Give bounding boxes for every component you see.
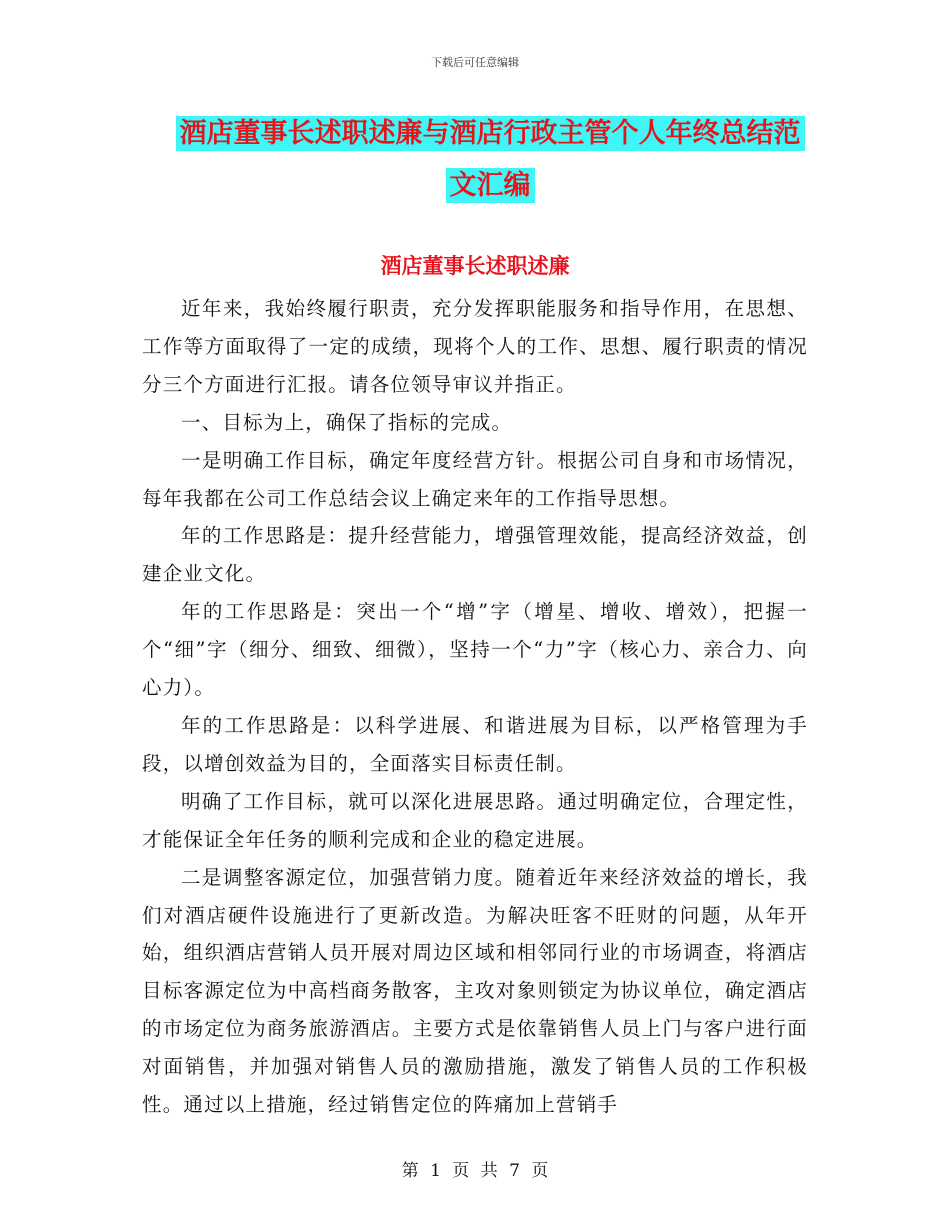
paragraph: 明确了工作目标，就可以深化进展思路。通过明确定位，合理定性，才能保证全年任务的顺利完成和企业的稳定进展。: [142, 789, 808, 851]
body-text: [142, 290, 808, 1124]
paragraph: 年的工作思路是：以科学进展、和谐进展为目标，以严格管理为手段，以增创效益为目的，全面落实目标责任制。: [142, 713, 808, 775]
section-title: 酒店董事长述职述廉: [380, 253, 570, 278]
document-title-line-1: 酒店董事长述职述廉与酒店行政主管个人年终总结范: [176, 116, 805, 151]
paragraph: 一、目标为上，确保了指标的完成。: [181, 410, 513, 434]
paragraph: 近年来，我始终履行职责，充分发挥职能服务和指导作用，在思想、工作等方面取得了一定的成绩，现将个人的工作、思想、履行职责的情况分三个方面进行汇报。请各位领导审议并指正。: [142, 297, 808, 396]
paragraph: 一是明确工作目标，确定年度经营方针。根据公司自身和市场情况，每年我都在公司工作总结会议上确定来年的工作指导思想。: [142, 448, 808, 510]
paragraph: 二是调整客源定位，加强营销力度。随着近年来经济效益的增长，我们对酒店硬件设施进行了更新改造。为解决旺客不旺财的问题，从年开始，组织酒店营销人员开展对周边区域和相邻同行业的市场调查，将酒店目标客源定位为中高档商务散客，主攻对象则锁定为协议单位，确定酒店的市场定位为商务旅游酒店。主要方式是依靠销售人员上门与客户进行面对面销售，并加强对销售人员的激励措施，激发了销售人员的工作积极性。通过以上措施，经过销售定位的阵痛加上营销手: [142, 865, 808, 1117]
paragraph: 年的工作思路是：突出一个“增”字（增星、增收、增效），把握一个“细”字（细分、细致、细微），坚持一个“力”字（核心力、亲合力、向心力）。: [142, 600, 808, 700]
paragraph: 年的工作思路是：提升经营能力，增强管理效能，提高经济效益，创建企业文化。: [142, 524, 808, 586]
page-header-note: 下载后可任意编辑: [431, 56, 519, 69]
page-number: 第 1 页 共 7 页: [401, 1161, 549, 1181]
document-title: [150, 108, 830, 212]
document-title-line-2: 文汇编: [446, 168, 535, 203]
